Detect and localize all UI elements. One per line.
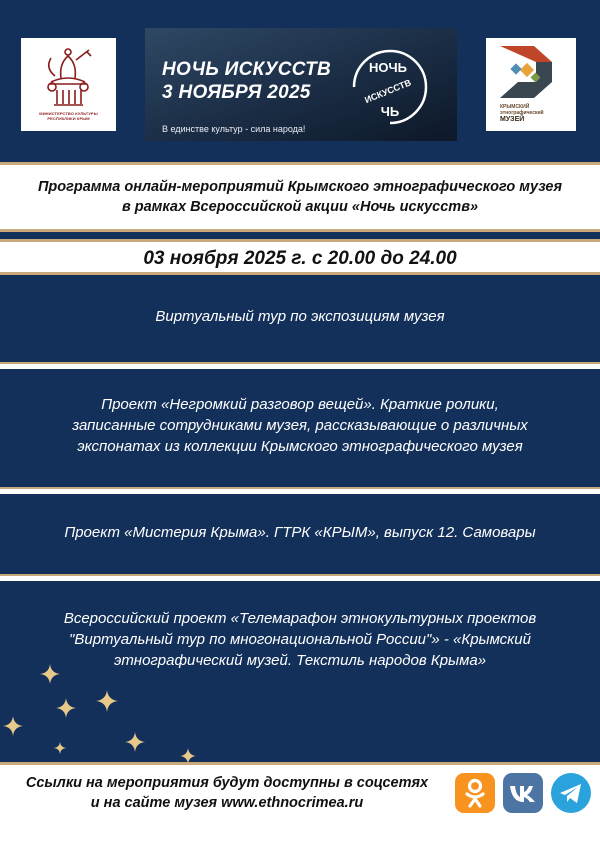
night-of-arts-banner [145,28,457,141]
museum-caption-line3: МУЗЕЙ [500,116,525,123]
event-date-band [0,239,600,275]
event-2-line3: экспонатах из коллекции Крымского этнографического музея [77,438,523,455]
program-title-band [0,162,600,232]
event-item-1 [0,306,600,327]
banner-title-line2: 3 НОЯБРЯ 2025 [162,82,311,103]
event-4-line2: "Виртуальный тур по многонациональной России"» - «Крымский [69,631,531,648]
star-icon [125,732,145,752]
star-icon [96,690,118,712]
event-1-line1: Виртуальный тур по экспозициям музея [155,308,445,325]
ministry-culture-logo [21,38,116,131]
museum-caption-line2: этнографический [500,110,544,116]
footer-text [4,773,450,813]
event-item-2 [0,394,600,457]
event-4-line3: этнографический музей. Текстиль народов Крыма» [113,652,487,669]
telegram-icon [551,773,591,813]
star-icon [40,664,60,684]
divider-3 [0,574,600,581]
banner-title-line1: НОЧЬ ИСКУССТВ [162,59,332,80]
museum-caption-line1: КРЫМСКИЙ [500,104,530,110]
event-item-4 [0,608,600,671]
event-4-line1: Всероссийский проект «Телемарафон этнокультурных проектов [63,610,537,627]
program-title-line1: Программа онлайн-мероприятий Крымского этнографического музея [37,179,563,195]
footer-line1: Ссылки на мероприятия будут доступны в соцсетях [25,775,429,791]
telegram-button[interactable] [551,773,591,813]
museum-emblem-icon [486,38,576,104]
event-2-line1: Проект «Негромкий разговор вещей». Краткие ролики, [101,396,499,413]
museum-caption [500,104,544,124]
event-item-3 [0,522,600,543]
banner-slogan: В единстве культур - сила народа! [162,124,306,134]
vk-button[interactable] [503,773,543,813]
ethnographic-museum-logo [486,38,576,131]
footer-line2[interactable]: и на сайте музея www.ethnocrimea.ru [90,795,364,811]
emblem-middle-text: ИСКУССТВ [363,77,413,106]
star-icon [54,742,66,754]
odnoklassniki-icon [455,773,495,813]
ministry-emblem-icon [21,38,116,110]
divider-1 [0,362,600,369]
banner-title [162,58,331,104]
emblem-top-text: НОЧЬ [369,60,407,75]
divider-2 [0,487,600,494]
footer [0,762,600,848]
ministry-caption: МИНИСТЕРСТВО КУЛЬТУРЫ РЕСПУБЛИКИ КРЫМ [39,111,98,121]
star-icon [3,716,23,736]
emblem-bottom-text: ЧЬ [380,104,400,119]
event-date: 03 ноября 2025 г. с 20.00 до 24.00 [143,248,457,269]
vk-icon [503,773,543,813]
night-of-arts-emblem-icon [342,42,438,132]
event-3-line1: Проект «Мистерия Крыма». ГТРК «КРЫМ», выпуск 12. Самовары [64,524,536,541]
odnoklassniki-button[interactable] [455,773,495,813]
program-title-line2: в рамках Всероссийской акции «Ночь искусств» [121,199,479,215]
star-icon [56,698,76,718]
event-2-line2: записанные сотрудниками музея, рассказывающие о различных [72,417,528,434]
